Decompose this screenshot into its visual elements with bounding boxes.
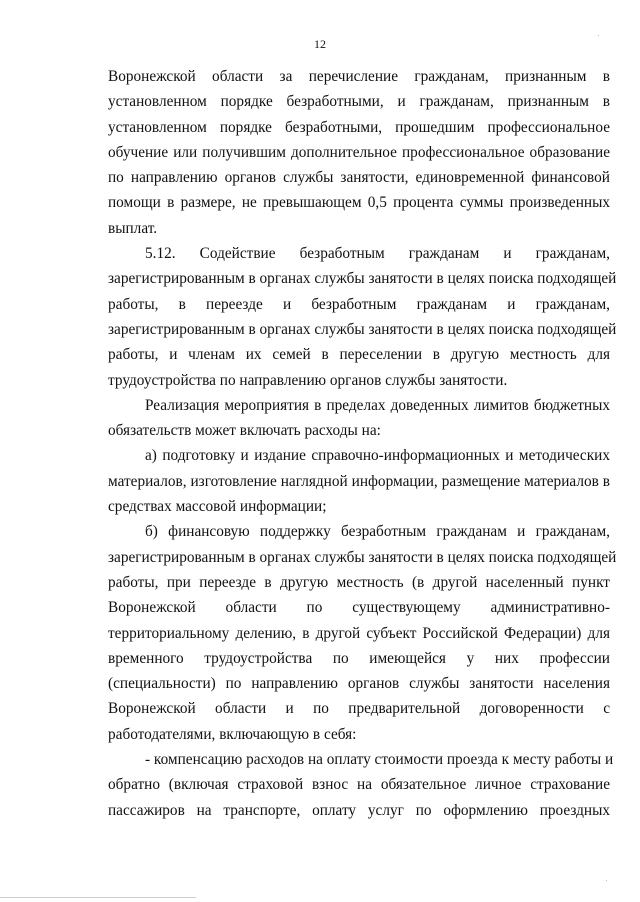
text-line: работодателями, включающую в себя: [108,725,357,743]
text-line: временного трудоустройства по имеющейся у них профессии [108,649,610,667]
scan-speck [598,35,599,36]
text-line: работы, при переезде в другую местность (в другой населенный пункт [108,573,610,591]
paragraph-section-5-12 [108,241,617,393]
text-line: средствах массовой информации; [108,498,327,516]
text-line: установленном порядке безработными, прошедшим профессиональное [108,118,610,136]
text-line: обязательств может включать расходы на: [108,422,381,440]
text-line: зарегистрированным в органах службы занятости в целях поиска подходящей [108,270,617,288]
text-line: материалов, изготовление наглядной информации, размещение материалов в [108,472,610,490]
text-line: по направлению органов службы занятости, единовременной финансовой [108,169,610,187]
paragraph-implementation [108,393,610,444]
text-line: установленном порядке безработными, и гражданам, признанным в [108,93,610,111]
text-line: Воронежской области и по предварительной договоренности с [108,700,610,718]
scan-speck [606,880,607,881]
text-line: обучение или получившим дополнительное профессиональное образование [108,143,610,161]
page-number: 12 [314,37,326,51]
text-line: территориальному делению, в другой субъект Российской Федерации) для [108,624,610,642]
paragraph-item-b [108,519,617,747]
text-line: работы, и членам их семей в переселении в другую местность для [108,346,610,364]
text-line: пассажиров на транспорте, оплату услуг по оформлению проездных [108,801,610,819]
paragraph-continuation [108,64,610,241]
text-line: обратно (включая страховой взнос на обязательное личное страхование [108,776,610,794]
paragraph-item-a [108,443,610,519]
paragraph-compensation [108,747,614,823]
text-line: трудоустройства по направлению органов службы занятости. [108,371,508,389]
text-line: Воронежской области за перечисление гражданам, признанным в [108,68,610,85]
scan-edge-line [0,897,196,898]
text-line: б) финансовую поддержку безработным гражданам и гражданам, [145,523,610,541]
text-line: Реализация мероприятия в пределах доведенных лимитов бюджетных [145,396,610,414]
document-body [108,64,617,823]
text-line: - компенсацию расходов на оплату стоимости проезда к месту работы и [145,751,614,769]
text-line: зарегистрированным в органах службы занятости в целях поиска подходящей [108,548,617,566]
text-line: работы, в переезде и безработным гражданам и гражданам, [108,295,610,313]
text-line: зарегистрированным в органах службы занятости в целях поиска подходящей [108,320,617,338]
text-line: помощи в размере, не превышающем 0,5 процента суммы произведенных [108,194,610,212]
text-line: Воронежской области по существующему административно- [108,599,610,617]
text-line: выплат. [108,219,158,237]
text-line: 5.12. Содействие безработным гражданам и гражданам, [145,245,610,263]
text-line: а) подготовку и издание справочно-информационных и методических [145,447,610,465]
text-line: (специальности) по направлению органов службы занятости населения [108,675,610,693]
